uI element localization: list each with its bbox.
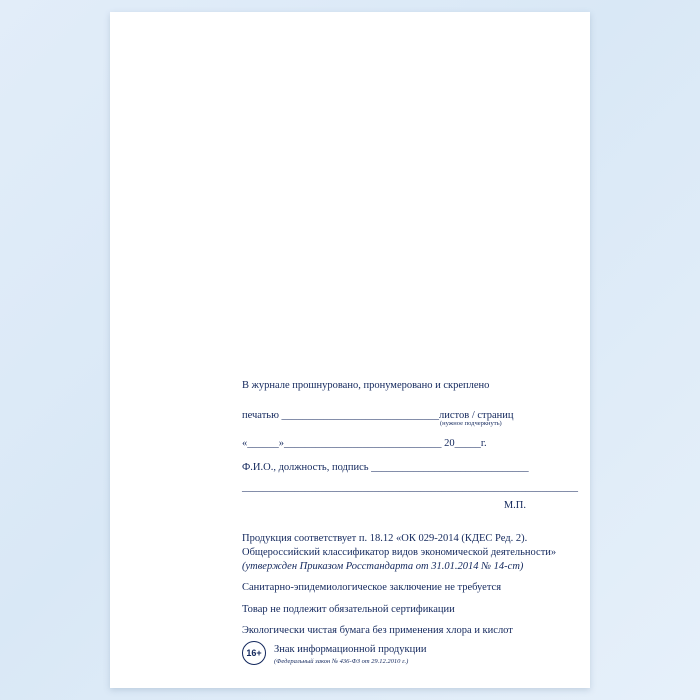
seal-line <box>242 408 564 423</box>
product-info-line-2 <box>242 545 564 560</box>
eco-paper-text: Экологически чистая бумага без применения хлора и кислот <box>242 625 513 636</box>
binding-statement <box>242 378 564 393</box>
fio-line-text: Ф.И.О., должность, подпись ______________________________ <box>242 462 529 473</box>
age-rating-title: Знак информационной продукции <box>274 644 427 655</box>
certification-requirement-text: Товар не подлежит обязательной сертификации <box>242 604 455 615</box>
certification-requirement-line <box>242 602 564 617</box>
product-info-line-1 <box>242 531 564 546</box>
age-rating-law: (Федеральный закон № 436-ФЗ от 29.12.2010 г.) <box>274 658 409 665</box>
age-rating-text-group <box>274 640 426 666</box>
age-rating-badge-icon: 16+ <box>242 641 266 665</box>
seal-place-label <box>242 498 564 513</box>
document-page <box>110 12 590 688</box>
seal-underline-note: (нужное подчеркнуть) <box>440 420 502 427</box>
binding-statement-text: В журнале прошнуровано, пронумеровано и скреплено <box>242 380 490 391</box>
date-line-text: «______»______________________________ 20_____г. <box>242 438 487 449</box>
fio-line <box>242 460 564 475</box>
product-info-line-1-text: Продукция соответствует п. 18.12 «ОК 029-2014 (КДЕС Ред. 2). <box>242 533 528 544</box>
product-info-line-2-text: Общероссийский классификатор видов экономической деятельности» <box>242 547 557 558</box>
age-rating-row <box>242 640 426 666</box>
product-info-line-3-text: (утвержден Приказом Росстандарта от 31.01.2014 № 14-ст) <box>242 561 524 572</box>
product-info-line-3 <box>242 559 564 574</box>
sanitary-conclusion-text: Санитарно-эпидемиологическое заключение не требуется <box>242 582 502 593</box>
blank-line <box>242 480 578 495</box>
eco-paper-line <box>242 623 564 638</box>
page-content <box>110 12 590 688</box>
date-line <box>242 436 564 451</box>
sanitary-conclusion-line <box>242 580 564 595</box>
seal-place-text: М.П. <box>503 500 526 511</box>
blank-line-text: ________________________________________________________________ <box>242 482 578 493</box>
seal-line-text: печатью ______________________________листов / страниц <box>242 410 514 421</box>
